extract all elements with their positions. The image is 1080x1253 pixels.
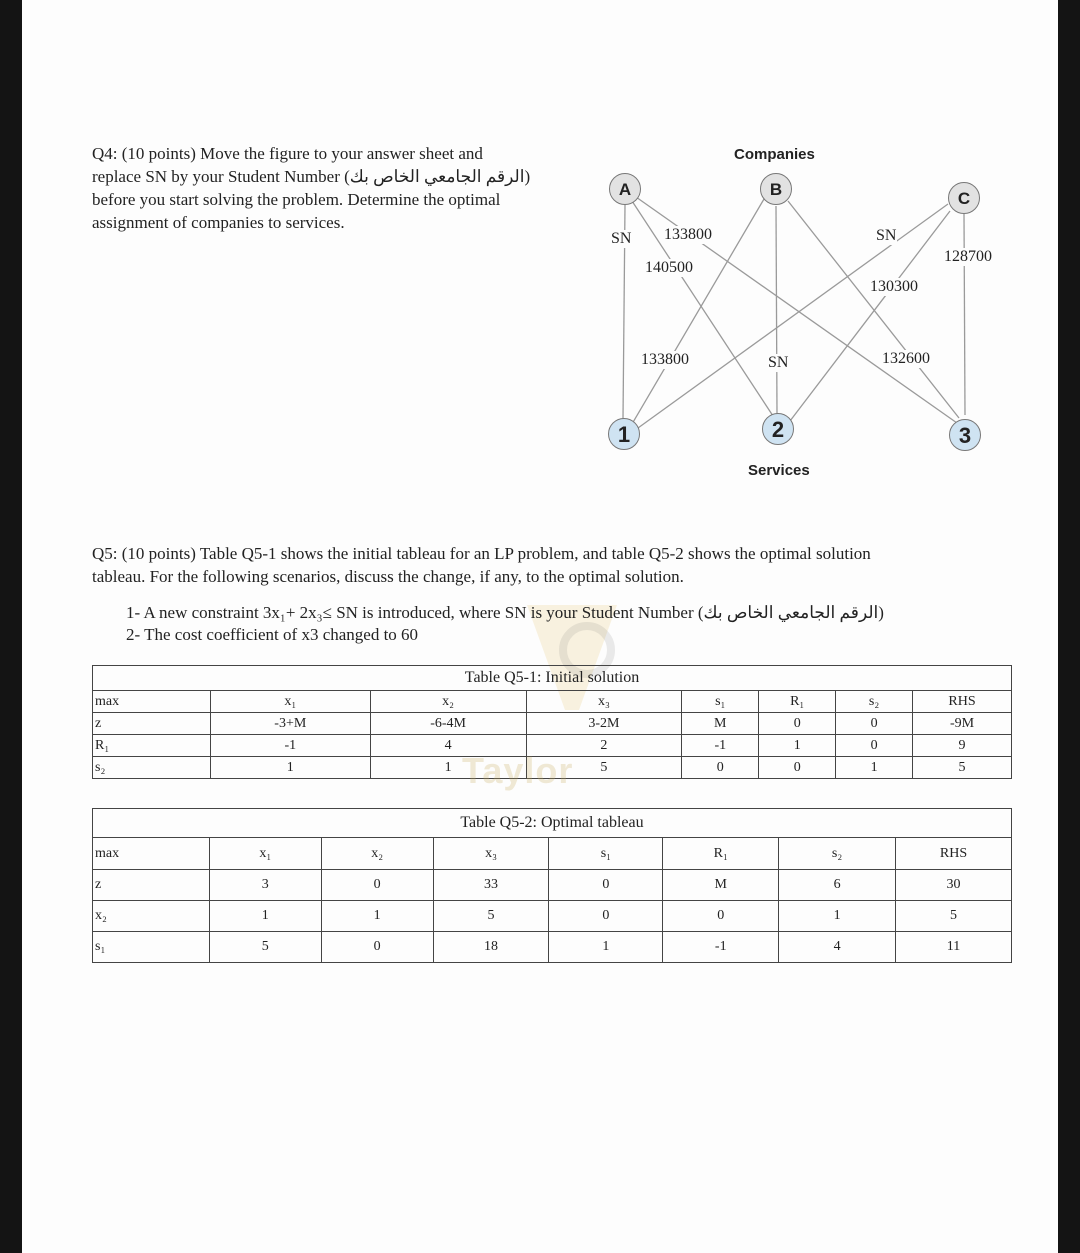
table-cell: 5 <box>896 901 1012 932</box>
edge-label-c3: 128700 <box>944 248 992 265</box>
table-cell: 2 <box>526 735 682 757</box>
table-cell: 5 <box>209 932 321 963</box>
table-row <box>93 870 1012 901</box>
figure-footer-services: Services <box>748 462 810 479</box>
table-cell: 1 <box>759 735 836 757</box>
table1-header-cell: s₁ <box>682 691 759 713</box>
watermark-text: Taylor <box>462 750 574 791</box>
table-cell: z <box>93 713 211 735</box>
table2-header-row <box>93 838 1012 870</box>
table-cell: 9 <box>913 735 1012 757</box>
table-optimal-tableau <box>92 808 1012 963</box>
table-row <box>93 932 1012 963</box>
table-cell: 11 <box>896 932 1012 963</box>
q4-line-2: replace SN by your Student Number (الرقم الجامعي الخاص بك) <box>92 167 531 186</box>
table-cell: M <box>663 870 779 901</box>
table-cell: 1 <box>321 901 433 932</box>
table2-header-cell: RHS <box>896 838 1012 870</box>
table-cell: -3+M <box>210 713 370 735</box>
table2-header-cell: x₃ <box>433 838 549 870</box>
table-cell: 4 <box>779 932 896 963</box>
table-cell: 1 <box>210 757 370 779</box>
edge-label-b3: 130300 <box>870 278 918 295</box>
edge-label-c2: 132600 <box>882 350 930 367</box>
table-cell: 0 <box>759 757 836 779</box>
document-page <box>22 0 1058 1253</box>
table-cell: 0 <box>321 870 433 901</box>
table-cell: 1 <box>836 757 913 779</box>
table1-header-cell: R₁ <box>759 691 836 713</box>
table-row <box>93 713 1012 735</box>
table-cell: 0 <box>663 901 779 932</box>
table-cell: 0 <box>836 713 913 735</box>
table-cell: -6-4M <box>370 713 526 735</box>
table2-header-cell: R₁ <box>663 838 779 870</box>
edge-b2 <box>776 206 777 414</box>
edge-label-b1: 133800 <box>641 351 689 368</box>
table-cell: 3-2M <box>526 713 682 735</box>
table-cell: 6 <box>779 870 896 901</box>
table-cell: 0 <box>549 901 663 932</box>
table-cell: 1 <box>549 932 663 963</box>
edge-label-c1: SN <box>876 227 897 244</box>
table-cell: -1 <box>663 932 779 963</box>
table1-caption: Table Q5-1: Initial solution <box>93 666 1012 691</box>
table-cell: R₁ <box>93 735 211 757</box>
figure-title-companies: Companies <box>734 146 815 163</box>
table-cell: 0 <box>682 757 759 779</box>
table2-header-cell: s₂ <box>779 838 896 870</box>
edge-c3 <box>964 214 965 415</box>
table-cell: s₂ <box>93 757 211 779</box>
q4-line-3: before you start solving the problem. Determine the optimal <box>92 190 501 209</box>
table-cell: 0 <box>759 713 836 735</box>
table1-header-cell: x₂ <box>370 691 526 713</box>
table-cell: 33 <box>433 870 549 901</box>
edge-label-a1: SN <box>611 230 632 247</box>
table1-header-cell: RHS <box>913 691 1012 713</box>
table2-header-cell: s₁ <box>549 838 663 870</box>
node-service-3: 3 <box>949 419 981 451</box>
table2-header-cell: x₂ <box>321 838 433 870</box>
table1-header-cell: x₁ <box>210 691 370 713</box>
q4-line-4: assignment of companies to services. <box>92 213 345 232</box>
table-cell: 5 <box>526 757 682 779</box>
q4-line-1: Q4: (10 points) Move the figure to your answer sheet and <box>92 144 483 163</box>
edge-label-a3: 140500 <box>645 259 693 276</box>
table-cell: 30 <box>896 870 1012 901</box>
table-cell: s₁ <box>93 932 210 963</box>
q5-item-2: 2- The cost coefficient of x3 changed to 60 <box>126 625 419 644</box>
table1-header-cell: max <box>93 691 211 713</box>
table1-header-cell: x₃ <box>526 691 682 713</box>
table-cell: 1 <box>209 901 321 932</box>
table-cell: 0 <box>321 932 433 963</box>
network-edges <box>22 0 1058 500</box>
table-cell: 5 <box>913 757 1012 779</box>
node-service-1: 1 <box>608 418 640 450</box>
table-row <box>93 901 1012 932</box>
table2-header-cell: max <box>93 838 210 870</box>
edge-c2 <box>790 211 950 421</box>
table2-caption: Table Q5-2: Optimal tableau <box>93 809 1012 838</box>
table-cell: 0 <box>549 870 663 901</box>
table1-header-cell: s₂ <box>836 691 913 713</box>
table-cell: 1 <box>370 757 526 779</box>
table-cell: -9M <box>913 713 1012 735</box>
table-cell: 1 <box>779 901 896 932</box>
table-cell: 4 <box>370 735 526 757</box>
q5-line-1: Q5: (10 points) Table Q5-1 shows the initial tableau for an LP problem, and table Q5-2 shows the optimal solution <box>92 544 871 563</box>
table-cell: -1 <box>682 735 759 757</box>
edge-label-a2: 133800 <box>664 226 712 243</box>
table-cell: 3 <box>209 870 321 901</box>
table-cell: x₂ <box>93 901 210 932</box>
table-cell: 5 <box>433 901 549 932</box>
table-cell: 18 <box>433 932 549 963</box>
table-cell: z <box>93 870 210 901</box>
q5-line-2: tableau. For the following scenarios, discuss the change, if any, to the optimal solution. <box>92 567 684 586</box>
table-cell: M <box>682 713 759 735</box>
node-company-b: B <box>760 173 792 205</box>
node-company-a: A <box>609 173 641 205</box>
edge-label-b2: SN <box>768 354 789 371</box>
q5-item-1: 1- A new constraint 3x₁+ 2x₃≤ SN is introduced, where SN is your Student Number (الرقم الجامعي الخاص بك) <box>126 603 884 622</box>
table-cell: -1 <box>210 735 370 757</box>
node-service-2: 2 <box>762 413 794 445</box>
node-company-c: C <box>948 182 980 214</box>
table1-header-row <box>93 691 1012 713</box>
table-cell: 0 <box>836 735 913 757</box>
table2-header-cell: x₁ <box>209 838 321 870</box>
